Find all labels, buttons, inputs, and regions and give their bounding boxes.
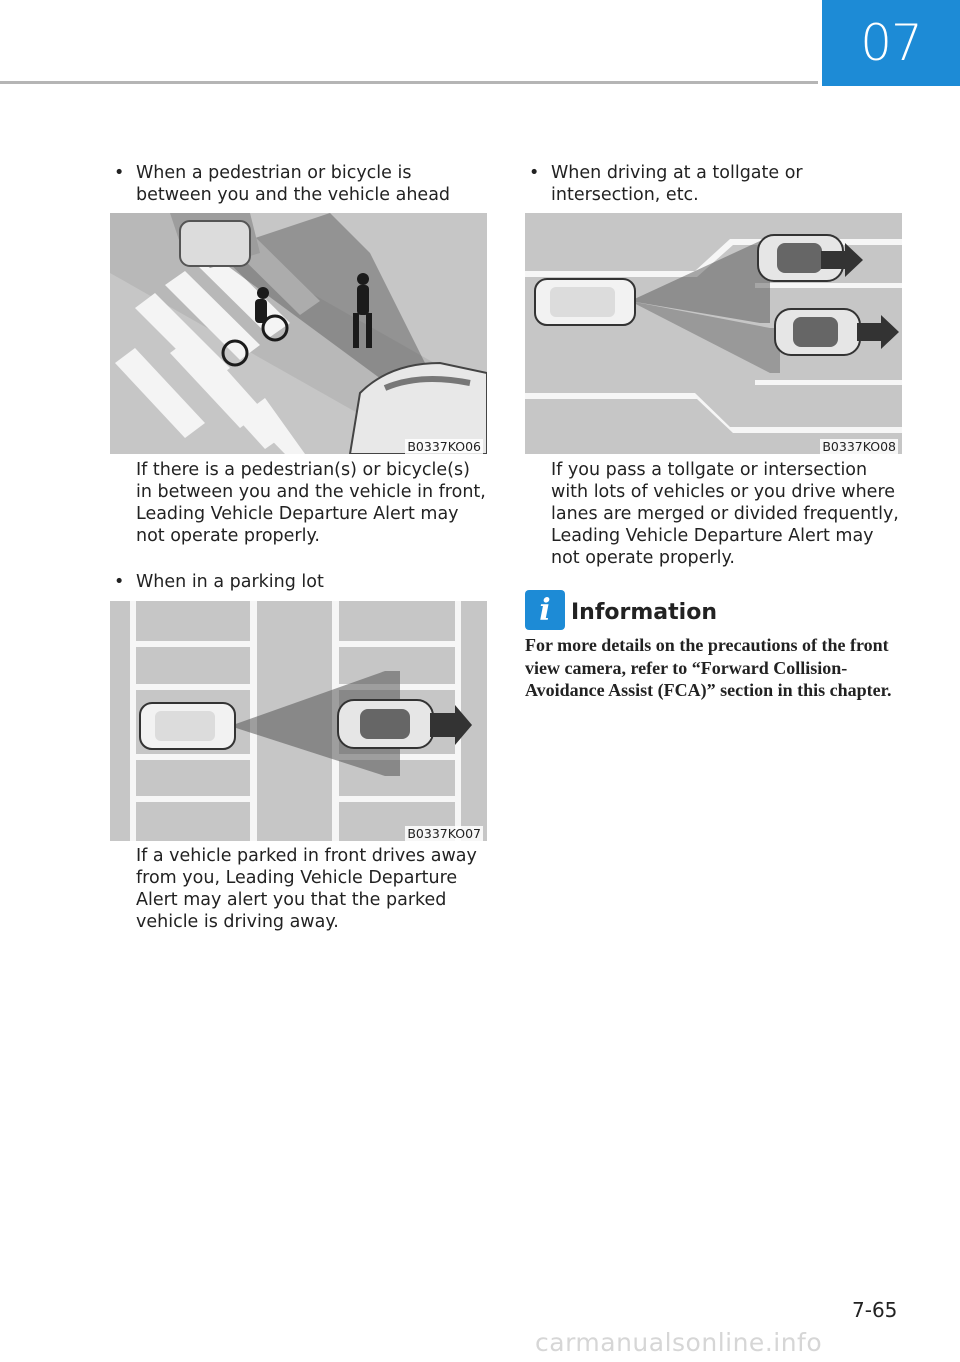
figure-tollgate [525,213,902,454]
caption-tollgate: If you pass a tollgate or intersection with lots of vehicles or you drive where lanes are merged or divided frequently, Leading Vehicle Departure Alert may not operate properly. [551,460,899,568]
chapter-tab: 07 [822,0,960,86]
bullet-dot: • [114,572,125,592]
figure-code: B0337KO08 [822,439,896,454]
figure-code: B0337KO06 [407,439,481,454]
info-body: For more details on the precautions of the front view camera, refer to “Forward Collision-Avoidance Assist (FCA)” section in this chapter. [525,635,892,700]
watermark: carmanualsonline.info [535,1328,823,1357]
info-icon: i [525,590,565,630]
figure-code: B0337KO07 [407,826,481,841]
bullet-text: When a pedestrian or bicycle is between you and the vehicle ahead [136,163,451,205]
bullet-dot: • [114,163,125,183]
bullet-item-parking-lot [110,571,490,593]
caption-pedestrian: If there is a pedestrian(s) or bicycle(s) in between you and the vehicle in front, Leading Vehicle Departure Alert may not operate properly. [136,460,486,546]
header-rule [0,81,818,84]
bullet-item-pedestrian [110,162,490,206]
bullet-item-tollgate [525,162,905,206]
caption-parking-lot: If a vehicle parked in front drives away from you, Leading Vehicle Departure Alert may alert you that the parked vehicle is driving away. [136,846,477,932]
page-number: 7-65 [852,1298,898,1322]
info-title: Information [571,600,717,625]
bullet-text: When driving at a tollgate or intersection, etc. [551,163,803,205]
bullet-text: When in a parking lot [136,572,324,592]
figure-pedestrian-bicycle [110,213,487,454]
figure-parking-lot [110,601,487,841]
bullet-dot: • [529,163,540,183]
